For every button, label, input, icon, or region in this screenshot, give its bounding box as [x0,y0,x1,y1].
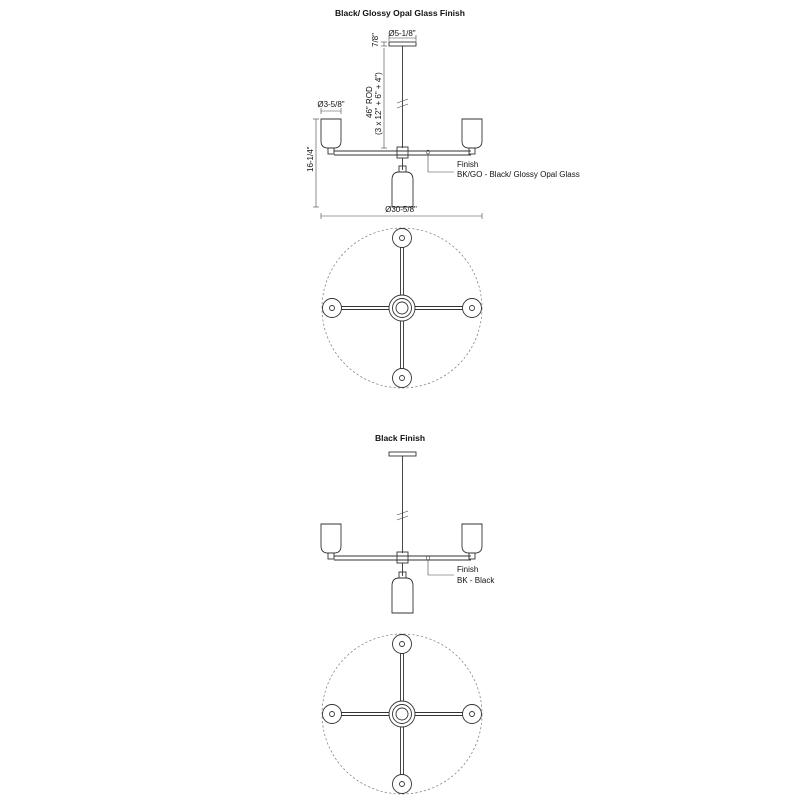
dim-shade-diameter: Ø3-5/8" [317,100,345,109]
bottom-finish-value: BK - Black [457,576,495,585]
finish-pointer [426,556,430,560]
plan-shade [323,705,342,724]
top-elevation [321,42,482,207]
shade-right [462,524,482,553]
top-title: Black/ Glossy Opal Glass Finish [335,8,465,18]
dim-canopy-height: 7/8" [371,33,380,47]
bottom-title: Black Finish [374,433,426,443]
finish-leader [428,560,454,575]
shade-left [321,524,341,553]
dim-width: Ø30-5/8" [385,205,417,214]
canopy [389,452,416,456]
shade-down [392,172,413,207]
shade-left [321,119,341,148]
finish-leader [428,154,454,172]
dim-height: 16-1/4" [306,146,315,172]
bottom-elevation [321,452,482,613]
hub [397,552,408,563]
plan-shade [463,299,482,318]
socket-left [328,553,334,559]
top-plan-view [322,228,482,388]
dim-canopy-diameter: Ø5-1/8" [388,29,416,38]
plan-shade [393,369,412,388]
plan-shade [323,299,342,318]
socket-left [328,148,334,154]
plan-shade [393,635,412,654]
top-finish-value: BK/GO - Black/ Glossy Opal Glass [457,170,580,179]
plan-shade [393,775,412,794]
dim-rod-length: 46" ROD [365,86,374,118]
hub [397,147,408,158]
shade-down [392,578,413,613]
bottom-finish-label: Finish [457,565,479,574]
canopy [389,42,416,46]
shade-right [462,119,482,148]
plan-shade [463,705,482,724]
bottom-plan-view [322,634,482,794]
top-finish-label: Finish [457,160,479,169]
plan-shade [393,229,412,248]
dim-rod-parts: (3 x 12" + 6" + 4") [374,72,383,135]
